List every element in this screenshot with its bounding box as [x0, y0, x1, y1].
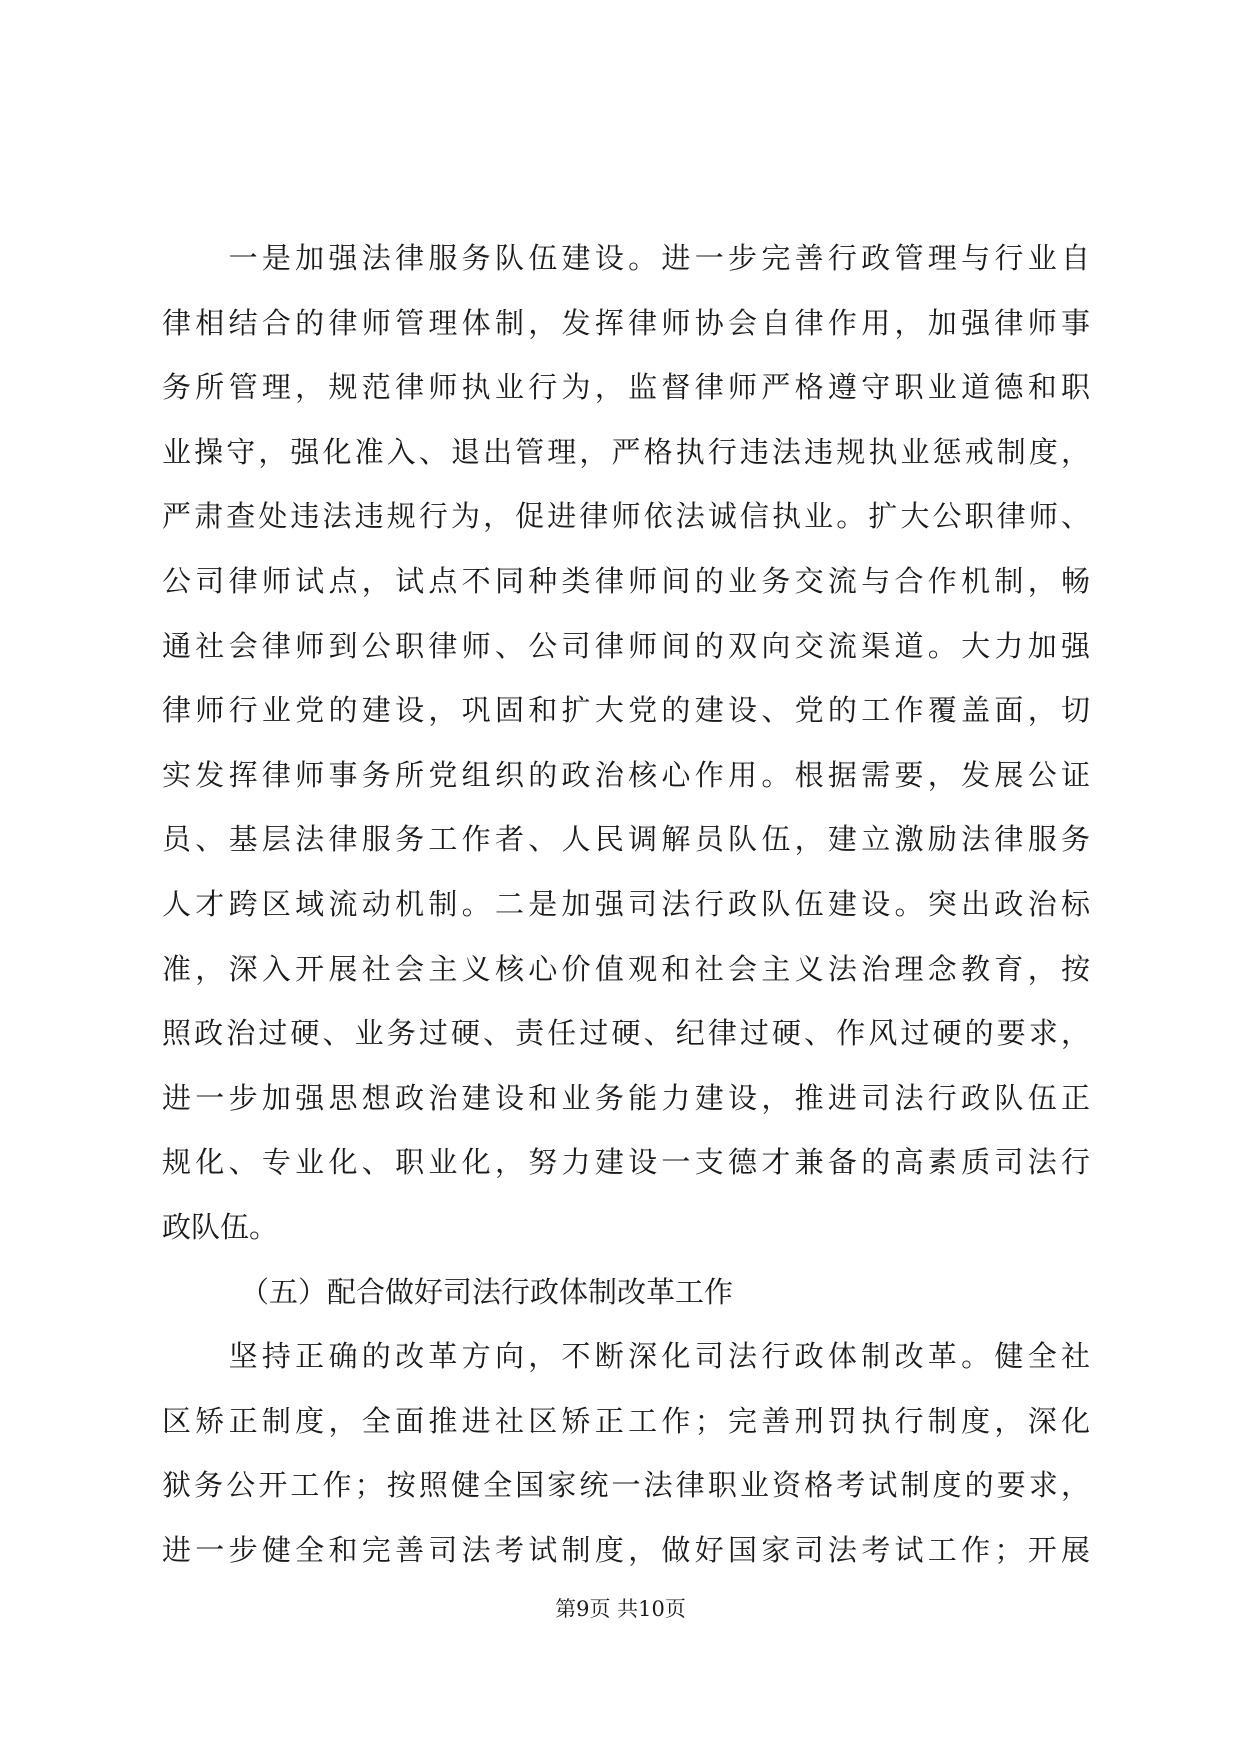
paragraph-line: 狱务公开工作；按照健全国家统一法律职业资格考试制度的要求， [162, 1468, 1090, 1503]
paragraph-line: 公司律师试点，试点不同种类律师间的业务交流与合作机制，畅 [162, 563, 1090, 598]
paragraph-line: 员、基层法律服务工作者、人民调解员队伍，建立激励法律服务 [162, 822, 1090, 857]
paragraph-line: 政队伍。 [162, 1209, 279, 1244]
paragraph-line: 通社会律师到公职律师、公司律师间的双向交流渠道。大力加强 [162, 628, 1090, 663]
paragraph-line: 严肃查处违法违规行为，促进律师依法诚信执业。扩大公职律师、 [162, 499, 1090, 534]
paragraph-line: 实发挥律师事务所党组织的政治核心作用。根据需要，发展公证 [162, 757, 1090, 792]
page-number-label: 第9页 共10页 [555, 1597, 686, 1621]
paragraph-line: 照政治过硬、业务过硬、责任过硬、纪律过硬、作风过硬的要求， [162, 1016, 1090, 1051]
paragraph-line: 进一步加强思想政治建设和业务能力建设，推进司法行政队伍正 [162, 1080, 1090, 1115]
paragraph-line: 人才跨区域流动机制。二是加强司法行政队伍建设。突出政治标 [162, 886, 1090, 921]
paragraph-line: 一是加强法律服务队伍建设。进一步完善行政管理与行业自 [162, 241, 1090, 275]
paragraph-line: 律相结合的律师管理体制，发挥律师协会自律作用，加强律师事 [162, 305, 1090, 340]
section-heading: （五）配合做好司法行政体制改革工作 [240, 1274, 734, 1309]
paragraph-line: 准，深入开展社会主义核心价值观和社会主义法治理念教育，按 [162, 951, 1090, 986]
paragraph-line: 规化、专业化、职业化，努力建设一支德才兼备的高素质司法行 [162, 1145, 1090, 1180]
paragraph-line: 务所管理，规范律师执业行为，监督律师严格遵守职业道德和职 [162, 370, 1090, 405]
paragraph-line: 进一步健全和完善司法考试制度，做好国家司法考试工作；开展 [162, 1532, 1090, 1567]
paragraph-line: 区矫正制度，全面推进社区矫正工作；完善刑罚执行制度，深化 [162, 1403, 1090, 1438]
paragraph-line: 坚持正确的改革方向，不断深化司法行政体制改革。健全社 [162, 1339, 1090, 1374]
page-footer [0, 1594, 1241, 1624]
body-text [162, 226, 1090, 1582]
paragraph-line: 业操守，强化准入、退出管理，严格执行违法违规执业惩戒制度， [162, 434, 1090, 469]
paragraph-line: 律师行业党的建设，巩固和扩大党的建设、党的工作覆盖面，切 [162, 693, 1090, 728]
